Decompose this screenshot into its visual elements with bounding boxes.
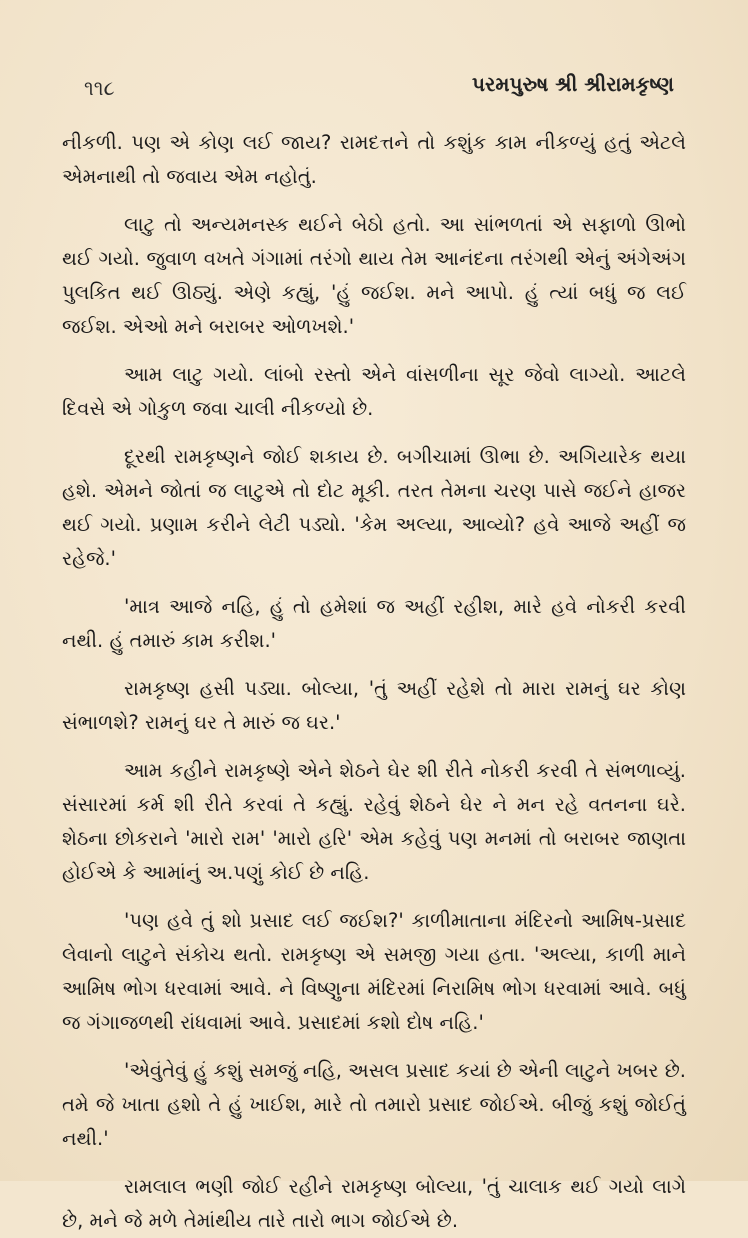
paragraph: આમ લાટુ ગયો. લાંબો રસ્તો એને વાંસળીના સૂર જેવો લાગ્યો. આટલે દિવસે એ ગોકુળ જવા ચાલી નીકળ્યો છે. <box>62 363 686 420</box>
page-number: ૧૧૮ <box>84 76 115 100</box>
paragraph: 'પણ હવે તું શો પ્રસાદ લઈ જઈશ?' કાળીમાતાના મંદિરનો આમિષ-પ્રસાદ લેવાનો લાટુને સંકોચ થતો. રામકૃષ્ણ એ સમજી ગયા હતા. 'અલ્યા, કાળી માને આમિષ ભોગ ધરવામાં આવે. ને વિષ્ણુના મંદિરમાં નિરામિષ ભોગ ધરવામાં આવે. બધું જ ગંગાજળથી રાંધવામાં આવે. પ્રસાદમાં કશો દોષ નહિ.' <box>62 909 686 1034</box>
paragraph: નીકળી. પણ એ કોણ લઈ જાય? રામદત્તને તો કશુંક કામ નીકળ્યું હતું એટલે એમનાથી તો જવાય એમ નહોતું. <box>62 131 686 188</box>
paragraph: દૂરથી રામકૃષ્ણને જોઈ શકાય છે. બગીચામાં ઊભા છે. અગિયારેક થયા હશે. એમને જોતાં જ લાટુએ તો દોટ મૂકી. તરત તેમના ચરણ પાસે જઈને હાજર થઈ ગયો. પ્રણામ કરીને લેટી પડ્યો. 'કેમ અલ્યા, આવ્યો? હવે આજે અહીં જ રહેજે.' <box>62 445 686 570</box>
running-title: પરમપુરુષ શ્રી શ્રીરામકૃષ્ણ <box>472 72 674 96</box>
paragraph: 'માત્ર આજે નહિ, હું તો હમેશાં જ અહીં રહીશ, મારે હવે નોકરી કરવી નથી. હું તમારું કામ કરીશ.' <box>62 595 686 652</box>
body-text <box>62 126 686 1238</box>
page-header <box>62 70 686 106</box>
paragraph: 'એવુંતેવું હું કશું સમજું નહિ, અસલ પ્રસાદ કયાં છે એની લાટુને ખબર છે. તમે જે ખાતા હશો તે હું ખાઈશ, મારે તો તમારો પ્રસાદ જોઈએ. બીજું કશું જોઈતું નથી.' <box>62 1059 686 1150</box>
paragraph: લાટુ તો અન્યમનસ્ક થઈને બેઠો હતો. આ સાંભળતાં એ સફાળો ઊભો થઈ ગયો. જુવાળ વખતે ગંગામાં તરંગો થાય તેમ આનંદના તરંગથી એનું અંગેઅંગ પુલકિત થઈ ઊઠ્યું. એણે કહ્યું, 'હું જઈશ. મને આપો. હું ત્યાં બધું જ લઈ જઈશ. એઓ મને બરાબર ઓળખશે.' <box>62 213 686 338</box>
paragraph: રામલાલ ભણી જોઈ રહીને રામકૃષ્ણ બોલ્યા, 'તું ચાલાક થઈ ગયો લાગે છે, મને જે મળે તેમાંથીય તારે તારો ભાગ જોઈએ છે. <box>62 1175 686 1232</box>
paragraph: રામકૃષ્ણ હસી પડ્યા. બોલ્યા, 'તું અહીં રહેશે તો મારા રામનું ઘર કોણ સંભાળશે? રામનું ઘર તે મારું જ ઘર.' <box>62 677 686 734</box>
paragraph: આમ કહીને રામકૃષ્ણે એને શેઠને ઘેર શી રીતે નોકરી કરવી તે સંભળાવ્યું. સંસારમાં કર્મ શી રીતે કરવાં તે કહ્યું. રહેવું શેઠને ઘેર ને મન રહે વતનના ઘરે. શેઠના છોકરાને 'મારો રામ' 'મારો હરિ' એમ કહેવું પણ મનમાં તો બરાબર જાણતા હોઈએ કે આમાંનું અ.પણું કોઈ છે નહિ. <box>62 759 686 884</box>
